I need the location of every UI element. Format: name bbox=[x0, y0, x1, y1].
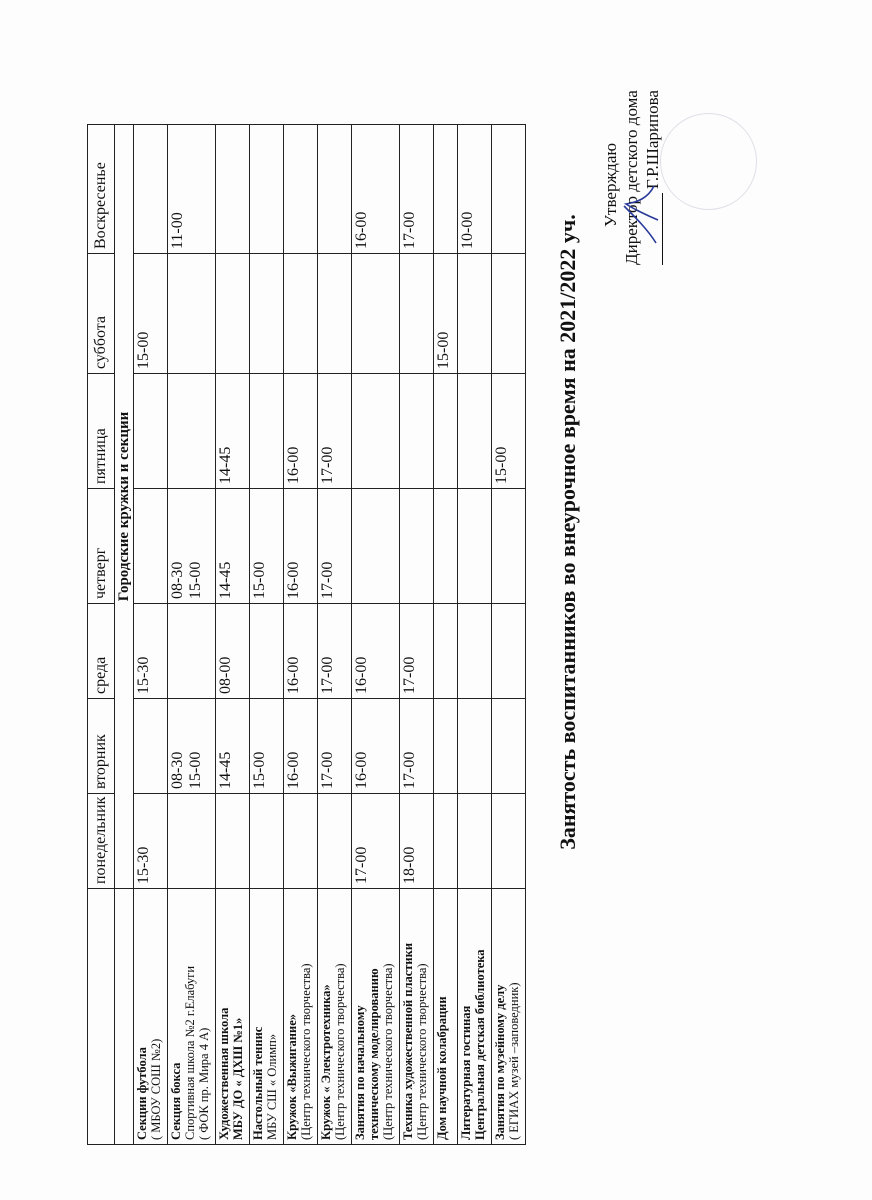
time-cell bbox=[492, 489, 526, 604]
time-value: 11-00 bbox=[169, 212, 186, 249]
time-cell bbox=[400, 794, 434, 889]
time-cell bbox=[250, 489, 284, 604]
time-cell bbox=[434, 254, 458, 374]
time-cell bbox=[284, 489, 318, 604]
time-value: 08-00 bbox=[217, 656, 234, 694]
time-cell bbox=[250, 794, 284, 889]
time-value: 15-00 bbox=[435, 331, 452, 369]
time-value: 18-00 bbox=[401, 846, 418, 884]
time-cell bbox=[216, 254, 250, 374]
time-cell bbox=[458, 604, 492, 699]
time-value: 14-45 bbox=[217, 446, 234, 484]
activity-organization: (Центр технического творчества) bbox=[333, 963, 347, 1140]
time-cell bbox=[352, 374, 400, 489]
schedule-table bbox=[87, 124, 526, 1145]
time-cell bbox=[250, 604, 284, 699]
time-cell bbox=[134, 125, 168, 254]
time-cell bbox=[318, 125, 352, 254]
time-cell bbox=[352, 604, 400, 699]
activity-name-cell bbox=[284, 889, 318, 1145]
header-day: среда bbox=[88, 604, 115, 699]
activity-name: Художественная школа bbox=[217, 1007, 231, 1140]
time-value: 15-00 bbox=[251, 561, 268, 599]
time-cell bbox=[492, 699, 526, 794]
time-cell bbox=[250, 699, 284, 794]
activity-name: Кружок « Электротехника» bbox=[319, 984, 333, 1140]
time-cell bbox=[434, 699, 458, 794]
table-row bbox=[400, 125, 434, 1145]
activity-organization: ( ФОК пр. Мира 4 А) bbox=[197, 1027, 211, 1140]
faint-stamp-circle bbox=[660, 113, 757, 210]
time-value: 14-45 bbox=[217, 751, 234, 789]
time-value: 17-00 bbox=[401, 656, 418, 694]
time-cell bbox=[134, 794, 168, 889]
time-value: 17-00 bbox=[401, 751, 418, 789]
time-cell bbox=[168, 374, 216, 489]
time-cell bbox=[216, 699, 250, 794]
time-cell bbox=[434, 374, 458, 489]
header-day: вторник bbox=[88, 699, 115, 794]
section-title: Городские кружки и секции bbox=[115, 125, 134, 889]
time-cell bbox=[492, 254, 526, 374]
time-cell bbox=[318, 374, 352, 489]
activity-name: Кружок «Выжигание» bbox=[285, 1013, 299, 1140]
section-empty-cell bbox=[115, 889, 134, 1145]
time-cell bbox=[250, 374, 284, 489]
time-cell bbox=[216, 489, 250, 604]
time-cell bbox=[492, 125, 526, 254]
time-cell bbox=[168, 699, 216, 794]
time-value: 17-00 bbox=[353, 846, 370, 884]
time-cell bbox=[458, 125, 492, 254]
time-cell bbox=[318, 794, 352, 889]
time-cell bbox=[284, 374, 318, 489]
activity-name-cell bbox=[492, 889, 526, 1145]
time-cell bbox=[400, 254, 434, 374]
time-value: 17-00 bbox=[319, 446, 336, 484]
time-value: 17-00 bbox=[319, 561, 336, 599]
time-value: 16-00 bbox=[353, 751, 370, 789]
activity-organization: ( МБОУ СОШ №2) bbox=[149, 1038, 163, 1140]
time-value: 16-00 bbox=[285, 751, 302, 789]
approval-line-2: Директор детского дома bbox=[622, 90, 641, 265]
time-value: 15-00 bbox=[187, 751, 204, 789]
activity-name-cell bbox=[400, 889, 434, 1145]
time-cell bbox=[434, 125, 458, 254]
time-cell bbox=[318, 489, 352, 604]
activity-name-cell bbox=[458, 889, 492, 1145]
time-value: 17-00 bbox=[319, 751, 336, 789]
table-row bbox=[352, 125, 400, 1145]
time-value: 16-00 bbox=[285, 656, 302, 694]
time-cell bbox=[134, 489, 168, 604]
header-day: понедельник bbox=[88, 794, 115, 889]
activity-organization: МБУ СШ « Олимп» bbox=[265, 1033, 279, 1140]
table-row bbox=[492, 125, 526, 1145]
time-cell bbox=[216, 604, 250, 699]
time-cell bbox=[458, 794, 492, 889]
time-cell bbox=[492, 794, 526, 889]
activity-name: Занятия по начальному bbox=[353, 1005, 367, 1140]
activity-name: Техника художественной пластики bbox=[401, 942, 415, 1140]
header-day: четверг bbox=[88, 489, 115, 604]
time-cell bbox=[434, 489, 458, 604]
time-cell bbox=[318, 254, 352, 374]
activity-name-cell bbox=[352, 889, 400, 1145]
activity-name-cell bbox=[168, 889, 216, 1145]
time-value: 15-30 bbox=[135, 656, 152, 694]
time-cell bbox=[400, 604, 434, 699]
activity-organization: (Центр технического творчества) bbox=[299, 963, 313, 1140]
handwritten-signature bbox=[618, 178, 663, 248]
header-empty-cell bbox=[88, 889, 115, 1145]
time-cell bbox=[492, 604, 526, 699]
time-cell bbox=[284, 699, 318, 794]
activity-name: Центральная детская библиотека bbox=[473, 949, 487, 1140]
time-cell bbox=[434, 604, 458, 699]
time-cell bbox=[168, 604, 216, 699]
activity-name-cell bbox=[318, 889, 352, 1145]
time-value: 15-30 bbox=[135, 846, 152, 884]
header-row bbox=[88, 125, 115, 1145]
activity-name-cell bbox=[134, 889, 168, 1145]
activity-organization: Спортивная школа №2 г.Елабуги bbox=[183, 965, 197, 1140]
page-title: Занятость воспитанников во внеурочное время на 2021/2022 уч. bbox=[555, 214, 580, 850]
time-value: 17-00 bbox=[319, 656, 336, 694]
time-cell bbox=[134, 604, 168, 699]
activity-name: Дом научной колабрации bbox=[435, 996, 449, 1140]
time-cell bbox=[284, 794, 318, 889]
time-cell bbox=[168, 489, 216, 604]
approval-signer: Г.Р.Шарипова bbox=[643, 90, 662, 189]
activity-name: Литературная гостиная bbox=[459, 1005, 473, 1140]
header-day: пятница bbox=[88, 374, 115, 489]
time-value: 08-30 bbox=[169, 561, 186, 599]
time-cell bbox=[400, 489, 434, 604]
time-cell bbox=[352, 489, 400, 604]
table-row bbox=[216, 125, 250, 1145]
time-cell bbox=[134, 374, 168, 489]
activity-organization: (Центр технического творчества) bbox=[381, 963, 395, 1140]
time-cell bbox=[434, 794, 458, 889]
time-value: 17-00 bbox=[401, 211, 418, 249]
time-value: 08-30 bbox=[169, 751, 186, 789]
activity-name-cell bbox=[216, 889, 250, 1145]
time-cell bbox=[284, 254, 318, 374]
time-cell bbox=[216, 125, 250, 254]
time-cell bbox=[318, 699, 352, 794]
activity-name: Секция бокса bbox=[169, 1062, 183, 1140]
activity-name: МБУ ДО « ДХШ №1» bbox=[231, 1017, 245, 1140]
activity-organization: ( ЕГИАХ музей –заповедник) bbox=[507, 982, 521, 1140]
activity-name: техническому моделированию bbox=[367, 968, 381, 1140]
time-value: 15-00 bbox=[251, 751, 268, 789]
time-cell bbox=[216, 374, 250, 489]
time-cell bbox=[458, 699, 492, 794]
activity-name-cell bbox=[434, 889, 458, 1145]
time-cell bbox=[458, 374, 492, 489]
time-value: 15-00 bbox=[187, 561, 204, 599]
approval-line-1: Утверждаю bbox=[601, 142, 620, 227]
time-value: 16-00 bbox=[353, 211, 370, 249]
time-cell bbox=[352, 254, 400, 374]
table-row bbox=[434, 125, 458, 1145]
table-row bbox=[134, 125, 168, 1145]
time-cell bbox=[284, 604, 318, 699]
time-cell bbox=[134, 254, 168, 374]
time-cell bbox=[250, 125, 284, 254]
time-cell bbox=[168, 794, 216, 889]
activity-name: Настольный теннис bbox=[251, 1026, 265, 1140]
time-cell bbox=[400, 125, 434, 254]
activity-name: Секции футбола bbox=[135, 1047, 149, 1140]
time-cell bbox=[458, 489, 492, 604]
time-cell bbox=[216, 794, 250, 889]
time-cell bbox=[134, 699, 168, 794]
time-value: 15-00 bbox=[135, 331, 152, 369]
section-row bbox=[115, 125, 134, 1145]
time-cell bbox=[250, 254, 284, 374]
table-row bbox=[284, 125, 318, 1145]
time-cell bbox=[168, 125, 216, 254]
time-value: 14-45 bbox=[217, 561, 234, 599]
time-cell bbox=[492, 374, 526, 489]
header-day: суббота bbox=[88, 254, 115, 374]
time-value: 16-00 bbox=[353, 656, 370, 694]
time-value: 16-00 bbox=[285, 561, 302, 599]
header-day: Воскресенье bbox=[88, 125, 115, 254]
table-row bbox=[250, 125, 284, 1145]
table-row bbox=[318, 125, 352, 1145]
table-row bbox=[168, 125, 216, 1145]
table-row bbox=[458, 125, 492, 1145]
time-cell bbox=[352, 794, 400, 889]
time-cell bbox=[400, 699, 434, 794]
time-cell bbox=[284, 125, 318, 254]
activity-name: Занятия по музейному делу bbox=[493, 984, 507, 1140]
time-cell bbox=[400, 374, 434, 489]
time-cell bbox=[458, 254, 492, 374]
time-cell bbox=[318, 604, 352, 699]
activity-name-cell bbox=[250, 889, 284, 1145]
time-value: 15-00 bbox=[493, 446, 510, 484]
time-cell bbox=[352, 125, 400, 254]
activity-organization: (Центр технического творчества) bbox=[415, 963, 429, 1140]
time-value: 10-00 bbox=[459, 211, 476, 249]
time-cell bbox=[352, 699, 400, 794]
time-value: 16-00 bbox=[285, 446, 302, 484]
time-cell bbox=[168, 254, 216, 374]
